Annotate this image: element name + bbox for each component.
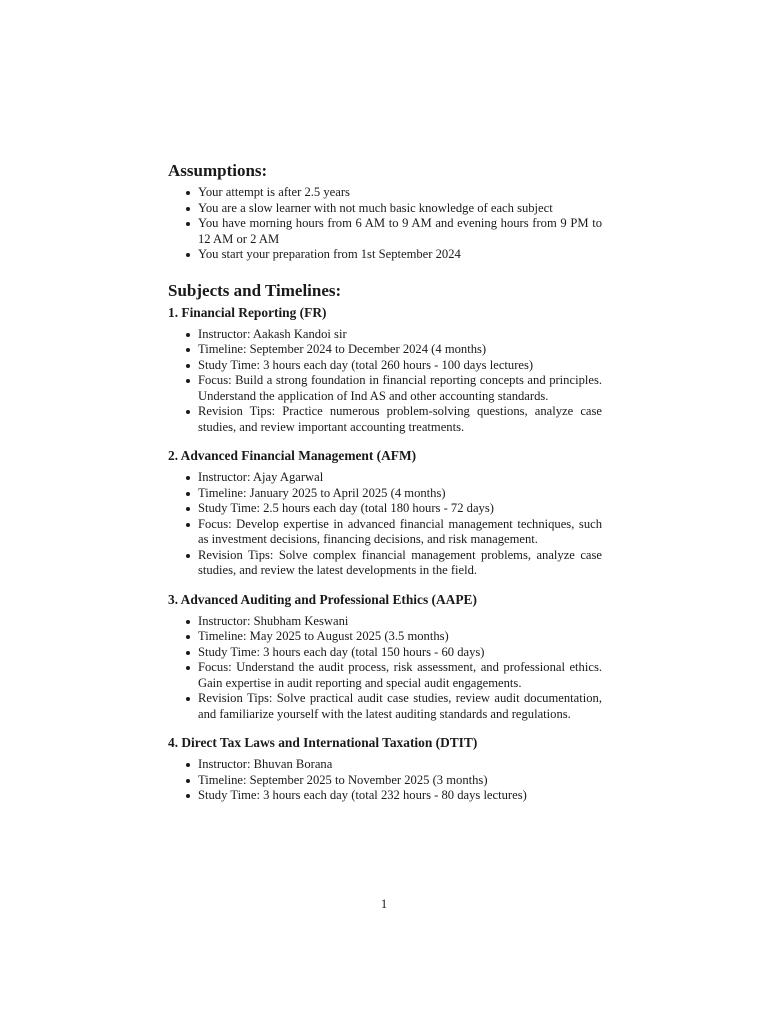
assumptions-heading: Assumptions: xyxy=(168,161,268,180)
bullet-icon xyxy=(186,779,190,783)
bullet-icon xyxy=(186,253,190,257)
bullet-icon xyxy=(186,554,190,558)
bullet-icon xyxy=(186,364,190,368)
list-item: Focus: Build a strong foundation in financial reporting concepts and principles. Understand the application of Ind AS and other accounting standards. xyxy=(168,373,602,404)
bullet-icon xyxy=(186,222,190,226)
bullet-icon xyxy=(186,379,190,383)
assumptions-list xyxy=(168,185,602,263)
subject-dtit xyxy=(168,734,602,804)
list-item: Instructor: Bhuvan Borana xyxy=(168,757,602,773)
list-item: Study Time: 2.5 hours each day (total 180 hours - 72 days) xyxy=(168,501,602,517)
subject-heading: 1. Financial Reporting (FR) xyxy=(168,304,327,320)
bullet-icon xyxy=(186,348,190,352)
list-item: Focus: Develop expertise in advanced financial management techniques, such as investment decisions, financing decisions, and risk management. xyxy=(168,517,602,548)
page-number: 1 xyxy=(380,897,388,911)
list-item: You have morning hours from 6 AM to 9 AM and evening hours from 9 PM to 12 AM or 2 AM xyxy=(168,216,602,247)
bullet-icon xyxy=(186,666,190,670)
list-item: Timeline: May 2025 to August 2025 (3.5 months) xyxy=(168,629,602,645)
list-item: Instructor: Aakash Kandoi sir xyxy=(168,327,602,343)
bullet-icon xyxy=(186,207,190,211)
list-item: Revision Tips: Practice numerous problem-solving questions, analyze case studies, and review important accounting treatments. xyxy=(168,404,602,435)
list-item: Study Time: 3 hours each day (total 232 hours - 80 days lectures) xyxy=(168,788,602,804)
bullet-icon xyxy=(186,651,190,655)
subject-details xyxy=(168,614,602,723)
subject-details xyxy=(168,470,602,579)
subject-afm xyxy=(168,447,602,579)
list-item: Revision Tips: Solve practical audit case studies, review audit documentation, and familiarize yourself with the latest auditing standards and regulations. xyxy=(168,691,602,722)
bullet-icon xyxy=(186,697,190,701)
list-item: Focus: Understand the audit process, risk assessment, and professional ethics. Gain expertise in audit reporting and special audit engagements. xyxy=(168,660,602,691)
bullet-icon xyxy=(186,763,190,767)
subject-heading: 2. Advanced Financial Management (AFM) xyxy=(168,448,417,463)
list-item: Study Time: 3 hours each day (total 150 hours - 60 days) xyxy=(168,645,602,661)
list-item: Instructor: Ajay Agarwal xyxy=(168,470,602,486)
bullet-icon xyxy=(186,507,190,511)
list-item: Study Time: 3 hours each day (total 260 hours - 100 days lectures) xyxy=(168,358,602,374)
list-item: You are a slow learner with not much basic knowledge of each subject xyxy=(168,201,602,217)
bullet-icon xyxy=(186,492,190,496)
subject-details xyxy=(168,757,602,804)
subjects-heading: Subjects and Timelines: xyxy=(168,280,342,300)
bullet-icon xyxy=(186,620,190,624)
list-item: You start your preparation from 1st September 2024 xyxy=(168,247,602,263)
subject-heading: 4. Direct Tax Laws and International Taxation (DTIT) xyxy=(168,735,478,750)
list-item: Timeline: September 2025 to November 2025 (3 months) xyxy=(168,773,602,789)
list-item: Your attempt is after 2.5 years xyxy=(168,185,602,201)
document-body xyxy=(168,161,602,816)
subject-details xyxy=(168,327,602,436)
subject-aape xyxy=(168,591,602,723)
bullet-icon xyxy=(186,635,190,639)
subject-fr xyxy=(168,304,602,436)
list-item: Timeline: September 2024 to December 2024 (4 months) xyxy=(168,342,602,358)
list-item: Revision Tips: Solve complex financial management problems, analyze case studies, and review the latest developments in the field. xyxy=(168,548,602,579)
bullet-icon xyxy=(186,476,190,480)
list-item: Timeline: January 2025 to April 2025 (4 months) xyxy=(168,486,602,502)
bullet-icon xyxy=(186,191,190,195)
subject-heading: 3. Advanced Auditing and Professional Ethics (AAPE) xyxy=(168,591,477,607)
bullet-icon xyxy=(186,794,190,798)
bullet-icon xyxy=(186,410,190,414)
bullet-icon xyxy=(186,333,190,337)
bullet-icon xyxy=(186,523,190,527)
list-item: Instructor: Shubham Keswani xyxy=(168,614,602,630)
